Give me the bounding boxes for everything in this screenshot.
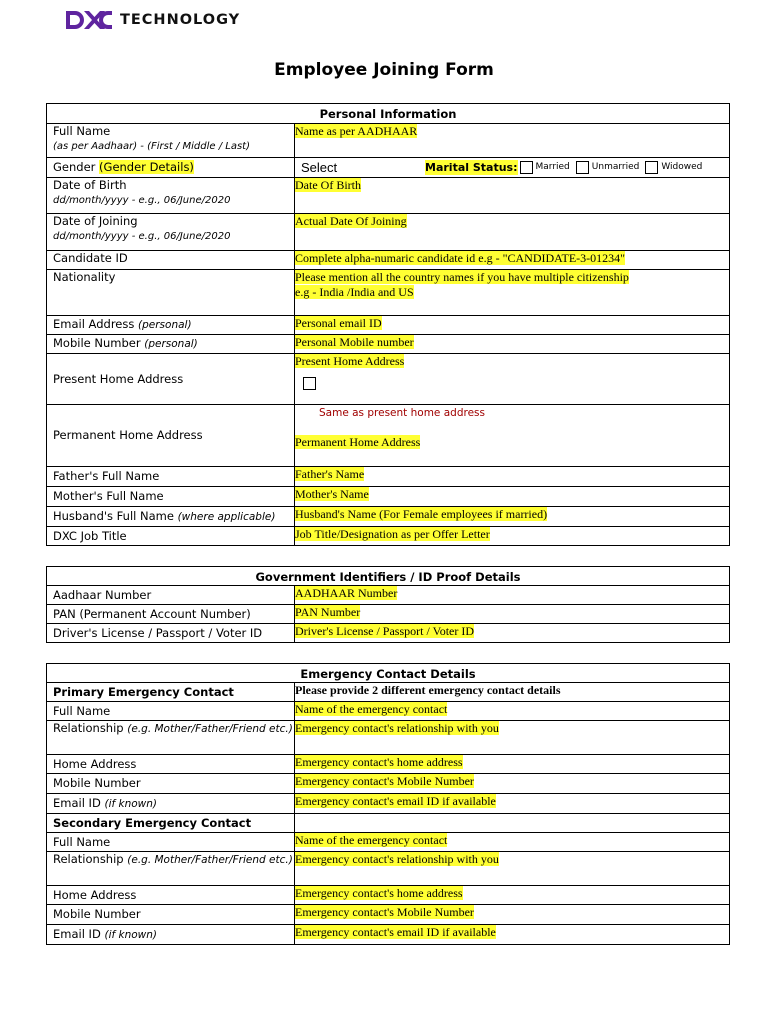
placeholder-text: Emergency contact's relationship with you — [295, 721, 499, 735]
husband-name-field[interactable] — [295, 507, 730, 527]
logo-text: TECHNOLOGY — [120, 12, 241, 28]
unmarried-checkbox[interactable] — [576, 161, 589, 174]
emergency-contact-table — [46, 663, 730, 945]
doj-label — [47, 214, 295, 251]
primary-contact-label: Primary Emergency Contact — [47, 683, 295, 702]
married-checkbox[interactable] — [520, 161, 533, 174]
section-heading: Emergency Contact Details — [47, 664, 730, 683]
gender-marital-field — [295, 158, 730, 178]
aadhaar-label: Aadhaar Number — [47, 586, 295, 605]
secondary-relationship-label — [47, 852, 295, 886]
placeholder-example: e.g - India /India and US — [295, 285, 414, 299]
placeholder-text: Mother's Name — [295, 487, 369, 501]
pan-label: PAN (Permanent Account Number) — [47, 605, 295, 624]
candidate-id-label: Candidate ID — [47, 251, 295, 270]
placeholder-text: Emergency contact's Mobile Number — [295, 774, 474, 788]
aadhaar-field[interactable] — [295, 586, 730, 605]
label-hint: (if known) — [104, 797, 158, 810]
mother-name-label: Mother's Full Name — [47, 487, 295, 507]
placeholder-text: Personal Mobile number — [295, 335, 414, 349]
primary-email-field[interactable] — [295, 794, 730, 814]
placeholder-text: Date Of Birth — [295, 178, 361, 192]
primary-full-name-field[interactable] — [295, 702, 730, 721]
label-hint: (e.g. Mother/Father/Friend etc.) — [127, 854, 293, 866]
label-text: Full Name — [53, 124, 111, 138]
placeholder-text: Permanent Home Address — [295, 435, 421, 449]
widowed-label: Widowed — [661, 162, 703, 172]
primary-relationship-label — [47, 721, 295, 755]
placeholder-text: Father's Name — [295, 467, 365, 481]
primary-home-field[interactable] — [295, 755, 730, 774]
label-text: Email Address — [53, 317, 135, 331]
primary-full-name-label: Full Name — [47, 702, 295, 721]
gender-details-note: (Gender Details) — [99, 160, 194, 174]
section-heading: Personal Information — [47, 104, 730, 124]
secondary-email-label — [47, 925, 295, 945]
father-name-label: Father's Full Name — [47, 467, 295, 487]
dob-label — [47, 178, 295, 214]
placeholder-text: Driver's License / Passport / Voter ID — [295, 624, 475, 638]
placeholder-text: Job Title/Designation as per Offer Letter — [295, 527, 490, 541]
label-hint: (personal) — [144, 338, 198, 350]
placeholder-text: PAN Number — [295, 605, 361, 619]
gender-label — [47, 158, 295, 178]
same-address-note: Same as present home address — [319, 407, 485, 419]
nationality-field[interactable] — [295, 270, 730, 316]
label-hint: (e.g. Mother/Father/Friend etc.) — [127, 723, 293, 735]
mobile-field[interactable] — [295, 335, 730, 354]
page-title: Employee Joining Form — [274, 60, 494, 80]
candidate-id-field[interactable] — [295, 251, 730, 270]
pan-field[interactable] — [295, 605, 730, 624]
label-text: Relationship — [53, 852, 124, 866]
placeholder-text: Name of the emergency contact — [295, 833, 448, 847]
primary-contact-note: Please provide 2 different emergency contact details — [295, 683, 730, 702]
unmarried-label: Unmarried — [591, 162, 640, 172]
label-text: Date of Birth — [53, 178, 127, 192]
mobile-label — [47, 335, 295, 354]
dob-field[interactable] — [295, 178, 730, 214]
married-label: Married — [535, 162, 570, 172]
job-title-label: DXC Job Title — [47, 527, 295, 546]
father-name-field[interactable] — [295, 467, 730, 487]
government-id-table — [46, 566, 730, 643]
permanent-address-field[interactable] — [295, 405, 730, 467]
label-text: Email ID — [53, 926, 101, 941]
placeholder-text: Emergency contact's home address — [295, 755, 463, 769]
placeholder-text: Name as per AADHAAR — [295, 124, 418, 138]
secondary-home-field[interactable] — [295, 886, 730, 905]
placeholder-text: Emergency contact's Mobile Number — [295, 905, 474, 919]
license-label: Driver's License / Passport / Voter ID — [47, 624, 295, 643]
label-text: Relationship — [53, 721, 124, 735]
label-text: Husband's Full Name — [53, 508, 174, 523]
secondary-contact-blank — [295, 814, 730, 833]
primary-relationship-field[interactable] — [295, 721, 730, 755]
placeholder-text: Emergency contact's email ID if available — [295, 794, 496, 808]
primary-home-label: Home Address — [47, 755, 295, 774]
placeholder-text: Actual Date Of Joining — [295, 214, 407, 228]
label-hint: (if known) — [104, 928, 158, 941]
mother-name-field[interactable] — [295, 487, 730, 507]
permanent-address-label: Permanent Home Address — [47, 405, 295, 467]
label-text: Mobile Number — [53, 336, 141, 350]
present-address-label: Present Home Address — [47, 354, 295, 405]
gender-select[interactable]: Select — [301, 160, 338, 175]
nationality-label: Nationality — [47, 270, 295, 316]
label-text: Gender — [53, 160, 96, 174]
present-address-field[interactable] — [295, 354, 730, 405]
placeholder-text: AADHAAR Number — [295, 586, 398, 600]
email-field[interactable] — [295, 316, 730, 335]
label-hint: (where applicable) — [177, 510, 276, 523]
placeholder-text: Please mention all the country names if you have multiple citizenship — [295, 270, 629, 284]
label-text: Date of Joining — [53, 214, 138, 228]
job-title-field[interactable] — [295, 527, 730, 546]
placeholder-text: Complete alpha-numaric candidate id e.g - "CANDIDATE-3-01234" — [295, 251, 626, 265]
dxc-logo — [64, 8, 240, 32]
placeholder-text: Personal email ID — [295, 316, 382, 330]
husband-name-label — [47, 507, 295, 527]
label-hint: (as per Aadhaar) - (First / Middle / Last) — [53, 141, 250, 152]
primary-mobile-field[interactable] — [295, 774, 730, 794]
primary-mobile-label: Mobile Number — [47, 774, 295, 794]
license-field[interactable] — [295, 624, 730, 643]
email-label — [47, 316, 295, 335]
label-hint: (personal) — [138, 319, 192, 331]
secondary-mobile-field[interactable] — [295, 905, 730, 925]
label-hint: dd/month/yyyy - e.g., 06/June/2020 — [53, 195, 231, 206]
secondary-full-name-field[interactable] — [295, 833, 730, 852]
label-hint: dd/month/yyyy - e.g., 06/June/2020 — [53, 231, 231, 242]
placeholder-text: Emergency contact's email ID if available — [295, 925, 496, 939]
secondary-full-name-label: Full Name — [47, 833, 295, 852]
placeholder-text: Emergency contact's home address — [295, 886, 463, 900]
label-text: Email ID — [53, 795, 101, 810]
placeholder-text: Husband's Name (For Female employees if married) — [295, 507, 548, 521]
secondary-home-label: Home Address — [47, 886, 295, 905]
primary-email-label — [47, 794, 295, 814]
full-name-label — [47, 124, 295, 158]
marital-status-label: Marital Status: — [425, 161, 518, 174]
placeholder-text: Present Home Address — [295, 354, 405, 368]
placeholder-text: Name of the emergency contact — [295, 702, 448, 716]
secondary-email-field[interactable] — [295, 925, 730, 945]
doj-field[interactable] — [295, 214, 730, 251]
section-heading: Government Identifiers / ID Proof Details — [47, 567, 730, 586]
personal-info-table — [46, 103, 730, 546]
secondary-relationship-field[interactable] — [295, 852, 730, 886]
placeholder-text: Emergency contact's relationship with you — [295, 852, 499, 866]
full-name-field[interactable] — [295, 124, 730, 158]
same-address-checkbox[interactable] — [303, 377, 316, 390]
widowed-checkbox[interactable] — [645, 161, 658, 174]
dxc-logo-icon — [64, 9, 114, 31]
secondary-contact-label: Secondary Emergency Contact — [47, 814, 295, 833]
secondary-mobile-label: Mobile Number — [47, 905, 295, 925]
